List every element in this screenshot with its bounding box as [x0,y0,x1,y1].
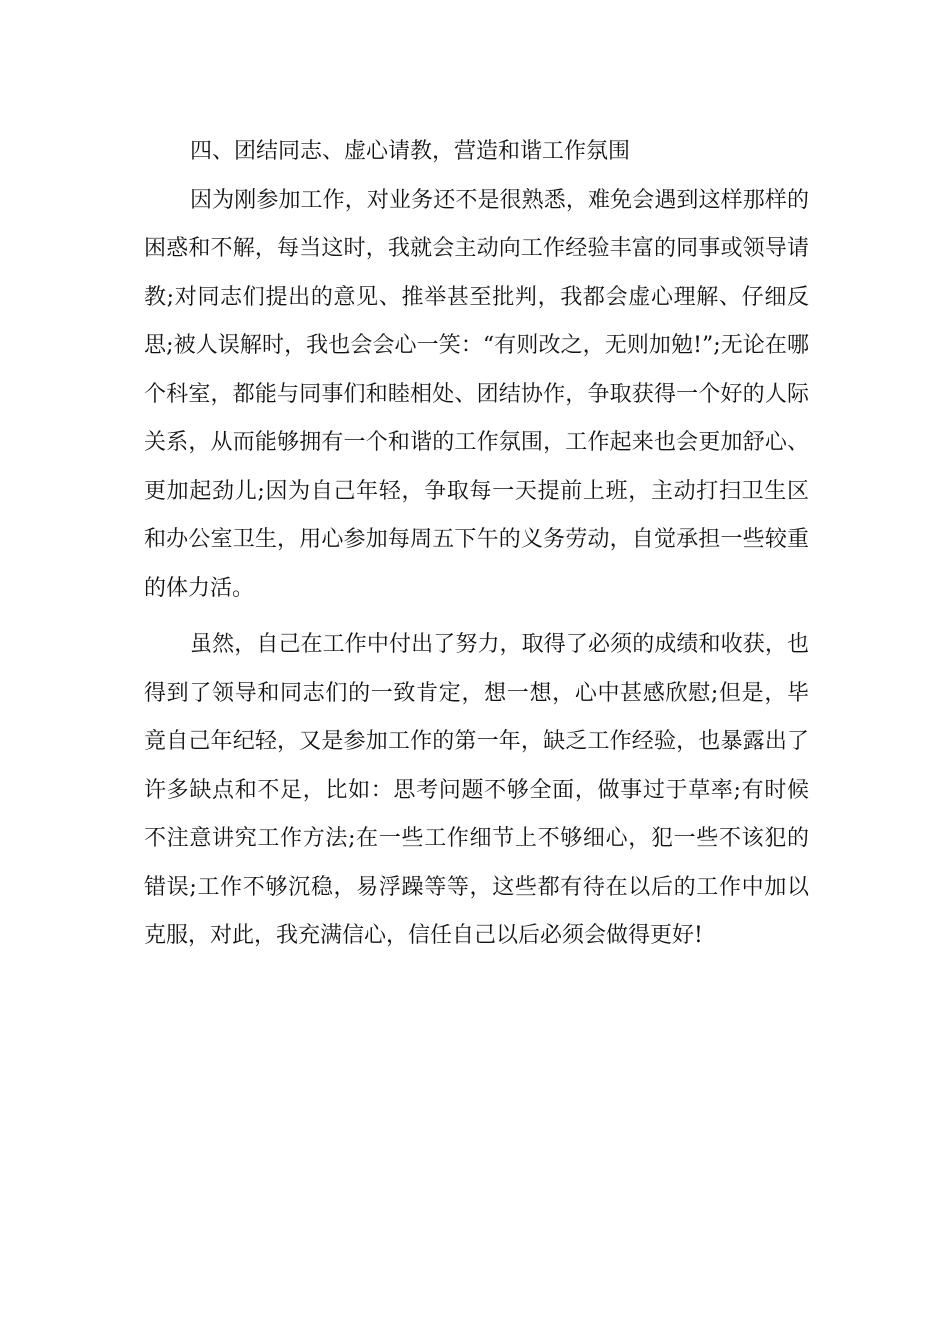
section-heading: 四、团结同志、虚心请教，营造和谐工作氛围 [190,139,631,164]
paragraph-1: 因为刚参加工作，对业务还不是很熟悉，难免会遇到这样那样的困惑和不解，每当这时，我就会主动向工作经验丰富的同事或领导请教;对同志们提出的意见、推举甚至批判，我都会虚心理解、仔细反思;被人误解时，我也会会心一笑：“有则改之，无则加勉!”;无论在哪个科室，都能与同事们和睦相处、团结协作，争取获得一个好的人际关系，从而能够拥有一个和谐的工作氛围，工作起来也会更加舒心、更加起劲儿;因为自己年轻，争取每一天提前上班，主动打扫卫生区和办公室卫生，用心参加每周五下午的义务劳动，自觉承担一些较重的体力活。 [144,187,809,601]
document-body [144,128,809,961]
paragraph-2: 虽然，自己在工作中付出了努力，取得了必须的成绩和收获，也得到了领导和同志们的一致肯定，想一想，心中甚感欣慰;但是，毕竟自己年纪轻，又是参加工作的第一年，缺乏工作经验，也暴露出了许多缺点和不足，比如：思考问题不够全面，做事过于草率;有时候不注意讲究工作方法;在一些工作细节上不够细心，犯一些不该犯的错误;工作不够沉稳，易浮躁等等，这些都有待在以后的工作中加以克服，对此，我充满信心，信任自己以后必须会做得更好! [144,632,809,948]
